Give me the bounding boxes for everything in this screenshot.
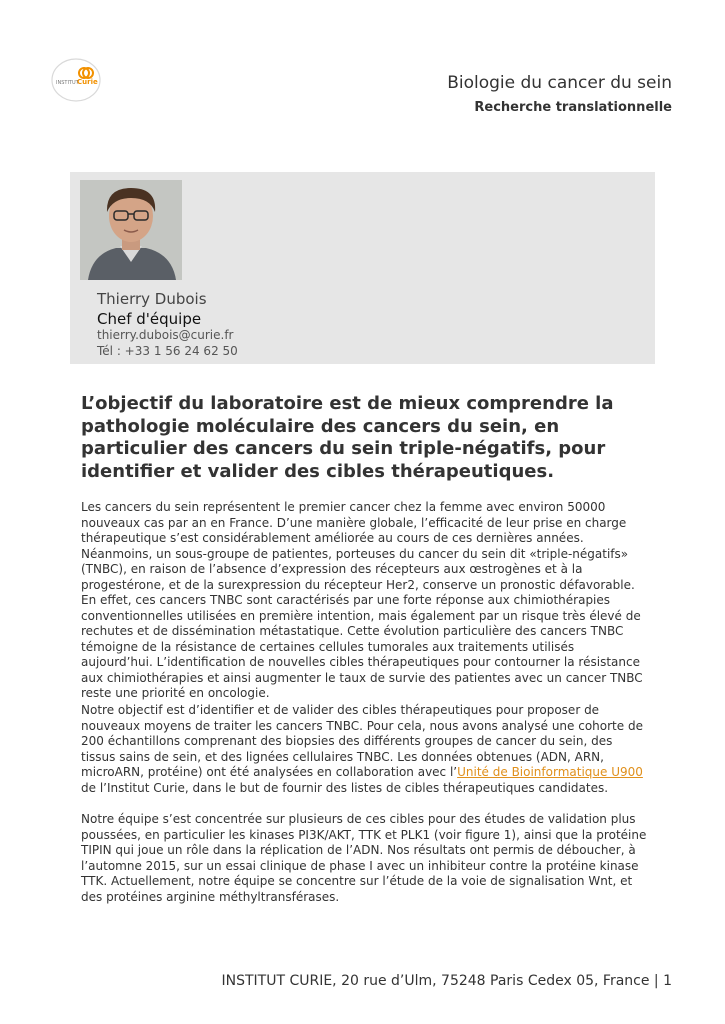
intro-paragraph: Les cancers du sein représentent le premier cancer chez la femme avec environ 50000 nouveaux cas par an en France. D’une manière globale, l’efficacité de leur prise en charge thérapeutique s’est considérablement améliorée au cours de ces dernières années. Néanmoins, un sous-groupe de patientes, porteuses du cancer du sein dit «triple-négatifs» (TNBC), en raison de l’absence d’expression des récepteurs aux œstrogènes et à la progestérone, et de la surexpression du récepteur Her2, conserve un pronostic défavorable. En effet, ces cancers TNBC sont caractérisés par une forte réponse aux chimiothérapies conventionnelles utilisées en première intention, mais également par un risque très élevé de rechutes et de dissémination métastatique. Cette évolution particulière des cancers TNBC témoigne de la résistance de certaines cellules tumorales aux traitements utilisés aujourd’hui. L’identification de nouvelles cibles thérapeutiques pour contourner la résistance aux chimiothérapies et ainsi augmenter le taux de survie des patientes avec un cancer TNBC reste une priorité en oncologie. (81, 500, 643, 700)
logo-institut-text: INSTITUT (56, 80, 79, 86)
bioinformatics-unit-link[interactable]: Unité de Bioinformatique U900 (457, 765, 643, 779)
institut-curie-logo[interactable] (50, 56, 102, 104)
document-title: Biologie du cancer du sein (447, 73, 672, 93)
objective-paragraph (81, 703, 649, 796)
team-leader-email[interactable]: thierry.dubois@curie.fr (97, 328, 234, 342)
team-leader-phone: Tél : +33 1 56 24 62 50 (97, 344, 238, 358)
team-leader-role: Chef d'équipe (97, 310, 202, 328)
team-leader-card (70, 172, 655, 364)
lab-objective-heading: L’objectif du laboratoire est de mieux comprendre la pathologie moléculaire des cancers du sein, en particulier des cancers du sein triple-négatifs, pour identifier et valider des cibles thérapeutiques. (81, 393, 614, 482)
document-subtitle: Recherche translationnelle (474, 100, 672, 115)
team-leader-name: Thierry Dubois (97, 290, 207, 308)
objective-paragraph-text-start: Notre objectif est d’identifier et de valider des cibles thérapeutiques pour proposer de nouveaux moyens de traiter les cancers TNBC. Pour cela, nous avons analysé une cohorte de 200 échantillons comprenant des biopsies des différents groupes de cancer du sein, des tissus sains de sein, et des lignées cellulaires TNBC. Les données obtenues (ADN, ARN, microARN, protéine) ont été analysées en collaboration avec l’ (81, 703, 643, 779)
team-leader-photo (80, 180, 182, 280)
page-footer: INSTITUT CURIE, 20 rue d’Ulm, 75248 Paris Cedex 05, France | 1 (221, 973, 672, 989)
objective-paragraph-text-end: de l’Institut Curie, dans le but de fournir des listes de cibles thérapeutiques candidates. (81, 780, 609, 795)
validation-paragraph: Notre équipe s’est concentrée sur plusieurs de ces cibles pour des études de validation plus poussées, en particulier les kinases PI3K/AKT, TTK et PLK1 (voir figure 1), ainsi que la protéine TIPIN qui joue un rôle dans la réplication de l’ADN. Nos résultats ont permis de déboucher, à l’automne 2015, sur un essai clinique de phase I avec un inhibiteur contre la protéine kinase TTK. Actuellement, notre équipe se concentre sur l’étude de la voie de signalisation Wnt, et des protéines arginine méthyltransférases. (81, 812, 647, 904)
logo-curie-text: Curie (77, 78, 98, 86)
